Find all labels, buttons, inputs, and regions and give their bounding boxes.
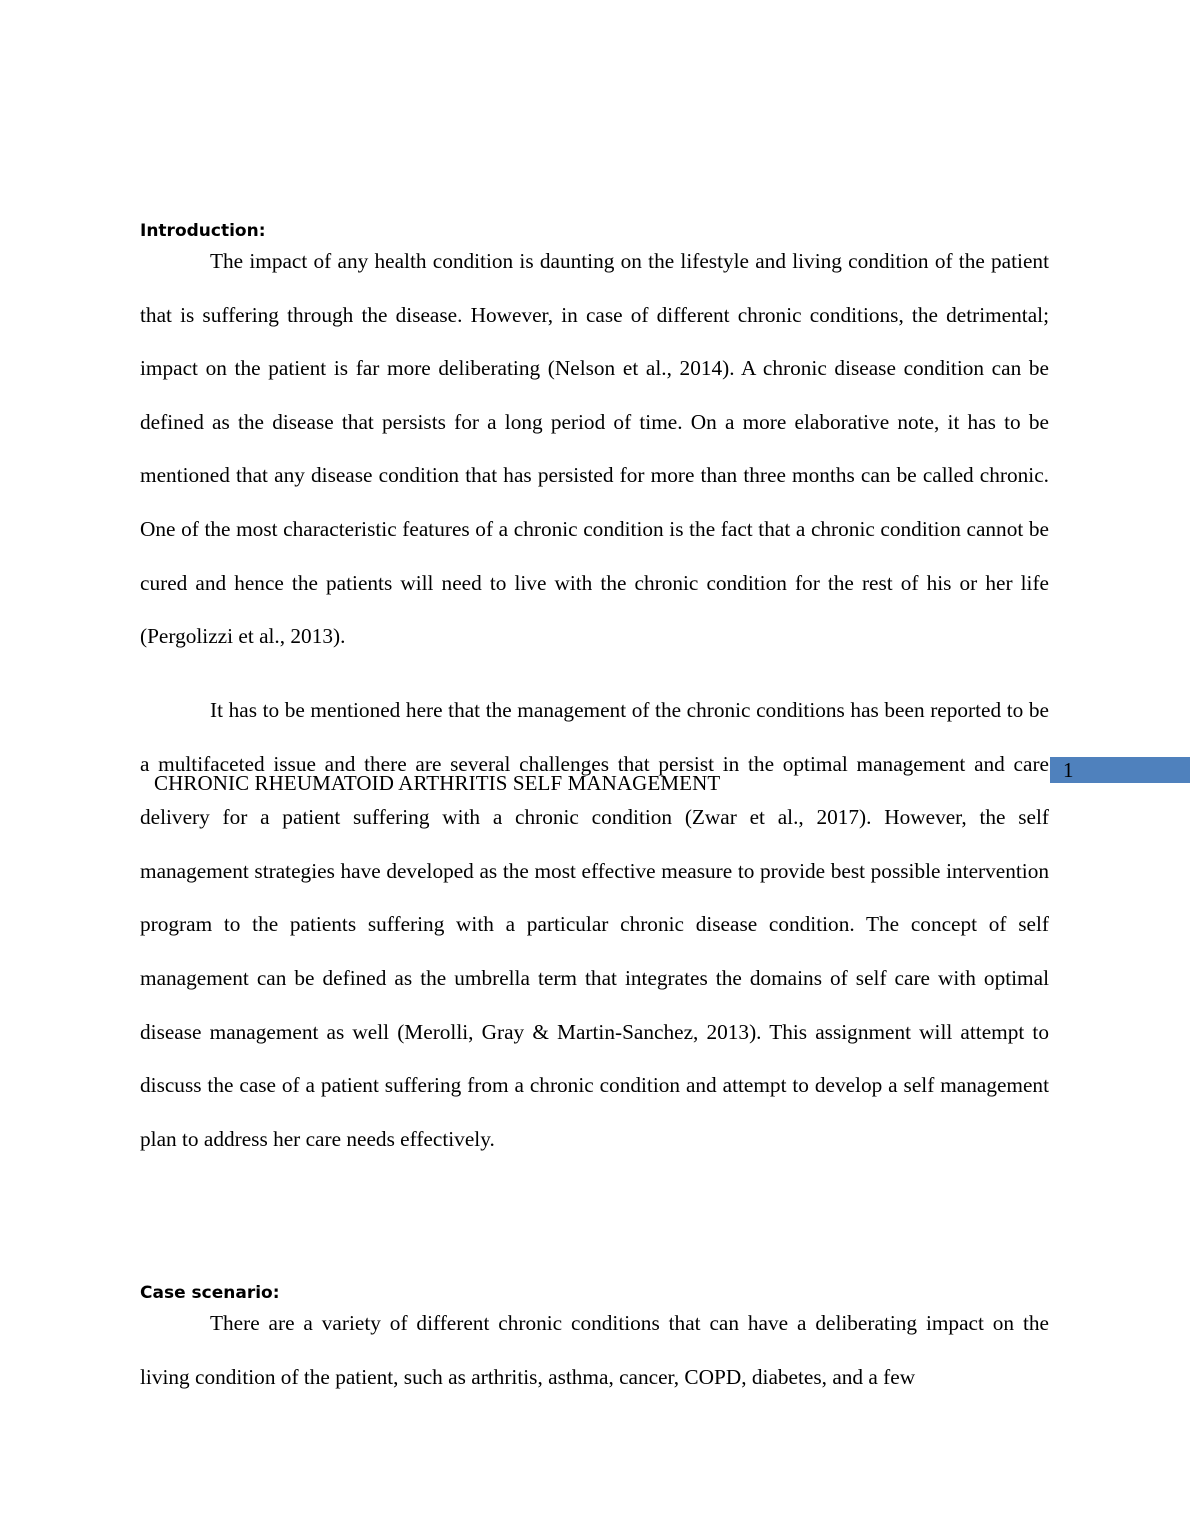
introduction-paragraph-2: It has to be mentioned here that the management of the chronic conditions has been reported to be a multifaceted issue and there are several challenges that persist in the optimal management and care delivery for a patient suffering with a chronic condition (Zwar et al., 2017). However, the self management strategies have developed as the most effective measure to provide best possible intervention program to the patients suffering with a particular chronic disease condition. The concept of self management can be defined as the umbrella term that integrates the domains of self care with optimal disease management as well (Merolli, Gray & Martin-Sanchez, 2013). This assignment will attempt to discuss the case of a patient suffering from a chronic condition and attempt to develop a self management plan to address her care needs effectively. [140, 698, 1049, 1151]
case-scenario-heading: Case scenario: [140, 1283, 280, 1303]
introduction-heading: Introduction: [140, 221, 266, 241]
page-number-bar [1050, 757, 1190, 783]
introduction-paragraph-1: The impact of any health condition is daunting on the lifestyle and living condition of the patient that is suffering through the disease. However, in case of different chronic conditions, the detrimental; impact on the patient is far more deliberating (Nelson et al., 2014). A chronic disease condition can be defined as the disease that persists for a long period of time. On a more elaborative note, it has to be mentioned that any disease condition that has persisted for more than three months can be called chronic. One of the most characteristic features of a chronic condition is the fact that a chronic condition cannot be cured and hence the patients will need to live with the chronic condition for the rest of his or her life (Pergolizzi et al., 2013). [140, 249, 1049, 649]
case-scenario-paragraph-1: There are a variety of different chronic conditions that can have a deliberating impact on the living condition of the patient, such as arthritis, asthma, cancer, COPD, diabetes, and a few [140, 1311, 1049, 1389]
running-header-title: CHRONIC RHEUMATOID ARTHRITIS SELF MANAGEMENT [154, 771, 721, 795]
page-number: 1 [1063, 758, 1074, 782]
